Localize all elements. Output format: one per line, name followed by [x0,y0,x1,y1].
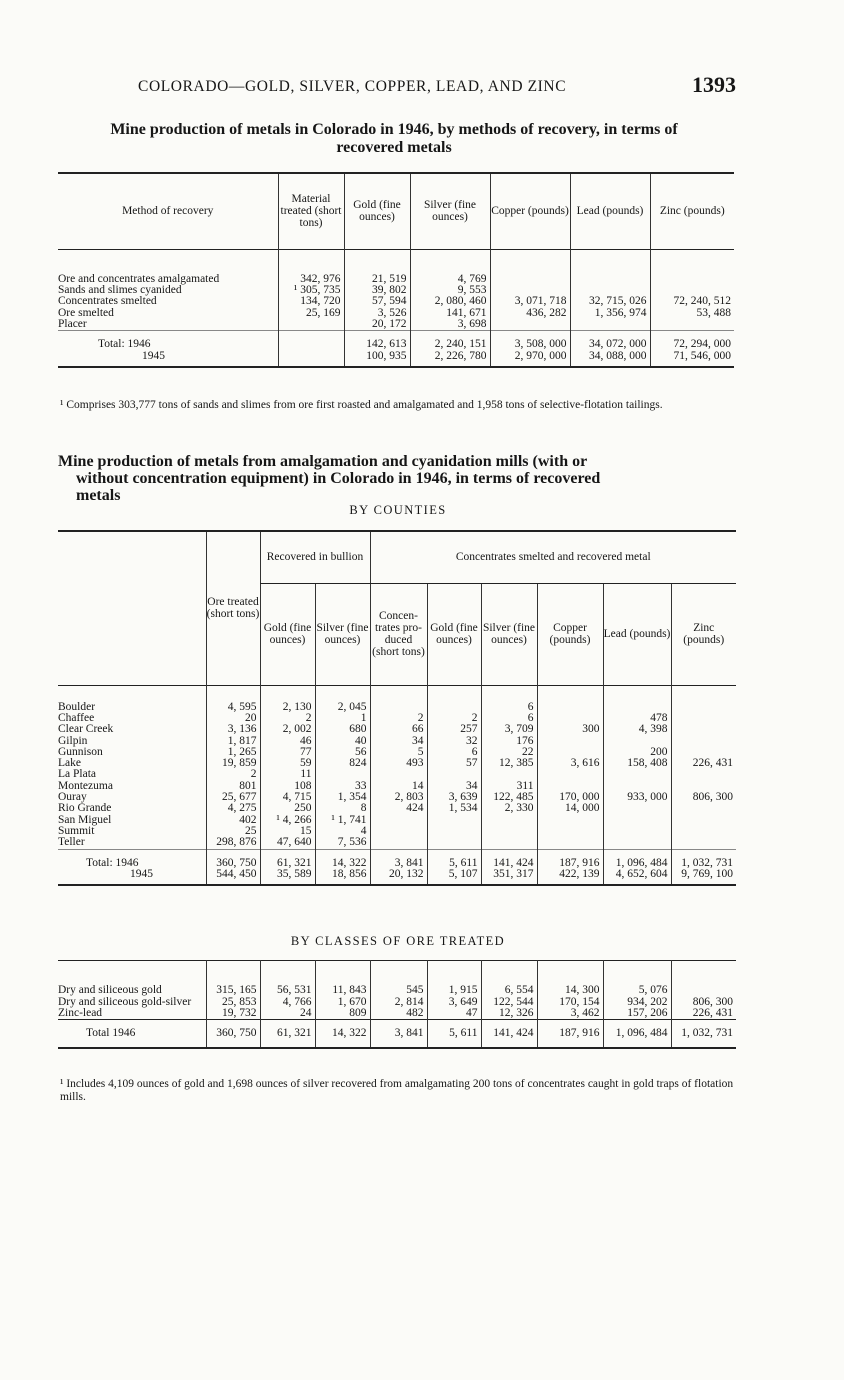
table-cell: 142, 613 [344,331,410,351]
table-cell: 4, 595 [206,685,260,713]
county-row [58,837,736,849]
table-cell: 35, 589 [260,869,315,885]
table-cell [490,319,570,331]
class-total-1946 [58,1020,736,1048]
table-cell: 134, 720 [278,296,344,307]
table-cell: 3, 639 [427,792,481,803]
table-cell: 22 [481,747,537,758]
county-row [58,769,736,780]
table-cell [370,837,427,849]
table-cell: 493 [370,758,427,769]
table-cell [537,826,603,837]
t1-col-zinc: Zinc (pounds) [650,173,734,249]
table-cell [537,685,603,713]
table-cell: 1 [315,713,370,724]
table-cell: 141, 424 [481,1020,537,1048]
table-cell: 8 [315,803,370,814]
table-cell: 3, 698 [410,319,490,331]
table-cell: 53, 488 [650,308,734,319]
table-cell: 141, 671 [410,308,490,319]
table2-title [58,453,738,504]
table-cell: 57 [427,758,481,769]
row-label: Gunnison [58,745,103,758]
county-row [58,803,736,814]
row-label: San Miguel [58,813,112,826]
table-cell [278,319,344,331]
row-label: Sands and slimes cyanided [58,284,182,296]
table-cell: 47, 640 [260,837,315,849]
table-cell: 1, 096, 484 [603,849,671,869]
t2-group-bullion: Recovered in bullion [260,531,370,583]
t2-total-1946 [58,849,736,869]
table-cell [570,249,650,285]
t1-row [58,296,734,307]
class-row [58,961,736,997]
table-cell [278,351,344,367]
table-cell: 122, 485 [481,792,537,803]
table-cell: 12, 385 [481,758,537,769]
row-label: Dry and siliceous gold [58,984,162,997]
table-cell: 4, 275 [206,803,260,814]
table2-footnote: ¹ Includes 4,109 ounces of gold and 1,698 ounces of silver recovered from amalgamating 200 tons of concentrates caught in gold traps of flotation mills. [60,1078,734,1103]
table-cell [650,249,734,285]
table-cell [603,685,671,713]
table-cell: 1, 817 [206,736,260,747]
t2-col-copper: Copper (pounds) [537,583,603,685]
table-cell: 21, 519 [344,249,410,285]
table-cell: 33 [315,781,370,792]
table-cell: 2 [206,769,260,780]
table-cell: 2 [260,713,315,724]
page-number: 1393 [692,72,736,97]
t2-col-concentrates: Concen- trates pro- duced (short tons) [370,583,427,685]
t1-col-silver: Silver (fine ounces) [410,173,490,249]
table-cell [427,685,481,713]
table-cell: 1, 356, 974 [570,308,650,319]
table-cell: 61, 321 [260,1020,315,1048]
table-cell [370,815,427,826]
table-cell: 34, 072, 000 [570,331,650,351]
county-row [58,685,736,713]
table-cell [481,837,537,849]
table-cell: 32 [427,736,481,747]
t1-col-copper: Copper (pounds) [490,173,570,249]
t2-col-bullion-gold: Gold (fine ounces) [260,583,315,685]
table-cell: 6, 554 [481,961,537,997]
table-cell: 1, 915 [427,961,481,997]
t2-col-conc-gold: Gold (fine ounces) [427,583,481,685]
table-cell: 544, 450 [206,869,260,885]
table-cell: 1, 670 [315,997,370,1008]
table-cell: 15 [260,826,315,837]
table-cell: 226, 431 [671,1008,736,1020]
table-cell: 933, 000 [603,792,671,803]
table-cell: 77 [260,747,315,758]
table-cell [570,319,650,331]
table-cell: 1, 265 [206,747,260,758]
table-cell: 4, 398 [603,724,671,735]
table-cell: 3, 841 [370,849,427,869]
table-cell: 298, 876 [206,837,260,849]
table-cell: 39, 802 [344,285,410,296]
table-cell: 25, 677 [206,792,260,803]
table-cell: 1, 534 [427,803,481,814]
table-cell: 2, 970, 000 [490,351,570,367]
table-cell: ¹ 305, 735 [278,285,344,296]
table-cell [650,319,734,331]
t2-col-bullion-silver: Silver (fine ounces) [315,583,370,685]
table-cell: 122, 544 [481,997,537,1008]
table-cell: 3, 709 [481,724,537,735]
table-cell: 806, 300 [671,792,736,803]
table-cell: 20, 132 [370,869,427,885]
table-cell: 34, 088, 000 [570,351,650,367]
t2-col-ore: Ore treated (short tons) [206,531,260,685]
t1-col-method: Method of recovery [122,205,214,218]
table-cell: ¹ 4, 266 [260,815,315,826]
table-cell [278,331,344,351]
table-cell: 2, 803 [370,792,427,803]
table-cell: 360, 750 [206,849,260,869]
table-cell [490,249,570,285]
table-cell: 11 [260,769,315,780]
table-cell: 1, 032, 731 [671,849,736,869]
table-cell: 200 [603,747,671,758]
subtitle-by-classes: BY CLASSES OF ORE TREATED [290,934,506,948]
table-cell: 6 [427,747,481,758]
row-label: Total: 1946 [98,338,151,351]
table2-by-classes [58,960,736,1049]
table-cell: 545 [370,961,427,997]
table-cell [370,685,427,713]
table-cell: 7, 536 [315,837,370,849]
table-cell: 20, 172 [344,319,410,331]
table-cell: 6 [481,713,537,724]
county-row [58,815,736,826]
row-label: Total 1946 [86,1026,136,1039]
table-cell: 141, 424 [481,849,537,869]
table-cell: 100, 935 [344,351,410,367]
t1-row [58,319,734,331]
table-cell: 436, 282 [490,308,570,319]
table-cell: 422, 139 [537,869,603,885]
table-cell: 170, 154 [537,997,603,1008]
table2-by-counties [58,530,736,886]
table-cell: 351, 317 [481,869,537,885]
row-label: Concentrates smelted [58,295,157,308]
table-cell: 402 [206,815,260,826]
table-cell: 3, 616 [537,758,603,769]
table-cell: 5, 611 [427,849,481,869]
t2-col-lead: Lead (pounds) [603,583,671,685]
table-cell: 25 [206,826,260,837]
t1-total-1945 [58,351,734,367]
table-cell: 6 [481,685,537,713]
county-row [58,826,736,837]
page-header [60,72,736,104]
table-cell [671,815,736,826]
table-cell: 2, 002 [260,724,315,735]
table-cell [671,724,736,735]
table-cell: 3, 462 [537,1008,603,1020]
table-cell: 424 [370,803,427,814]
table2-title-line1: Mine production of metals from amalgamation and cyanidation mills (with or [58,453,588,470]
table-cell: 66 [370,724,427,735]
table-cell [603,803,671,814]
table-cell: 5, 107 [427,869,481,885]
row-label: Ouray [58,791,87,804]
row-label: Placer [58,317,87,330]
table-cell: 108 [260,781,315,792]
table-cell: 19, 732 [206,1008,260,1020]
table-cell [481,815,537,826]
table-cell: 809 [315,1008,370,1020]
county-row [58,792,736,803]
table-cell: 5, 076 [603,961,671,997]
t1-col-lead: Lead (pounds) [570,173,650,249]
table-cell: 71, 546, 000 [650,351,734,367]
table-cell: 1, 096, 484 [603,1020,671,1048]
table-cell: 4, 652, 604 [603,869,671,885]
table-cell: 2, 240, 151 [410,331,490,351]
class-row [58,1008,736,1020]
table-cell: 57, 594 [344,296,410,307]
table-cell: 157, 206 [603,1008,671,1020]
table-cell: 3, 841 [370,1020,427,1048]
table-cell [427,826,481,837]
row-label: 1945 [142,349,165,362]
row-label: Dry and siliceous gold-silver [58,995,192,1008]
table1-footnote: ¹ Comprises 303,777 tons of sands and slimes from ore first roasted and amalgamated and 1,958 tons of selective-flotation tailings. [60,399,663,411]
row-label: La Plata [58,768,96,781]
table-cell: 3, 649 [427,997,481,1008]
table-cell: 801 [206,781,260,792]
table-cell: 176 [481,736,537,747]
table-cell: 4, 715 [260,792,315,803]
table-cell: 25, 853 [206,997,260,1008]
table-cell [603,826,671,837]
table-cell: 1, 354 [315,792,370,803]
table-cell: 2, 045 [315,685,370,713]
row-label: Summit [58,824,95,837]
table-cell: 170, 000 [537,792,603,803]
table-cell: 824 [315,758,370,769]
table-cell: 187, 916 [537,849,603,869]
table-cell [427,815,481,826]
table-cell: 158, 408 [603,758,671,769]
county-row [58,724,736,735]
table-cell [671,736,736,747]
table-cell: 14, 000 [537,803,603,814]
row-label: Ore smelted [58,306,114,319]
table-cell [537,837,603,849]
table-cell: 806, 300 [671,997,736,1008]
table-cell [671,713,736,724]
table-cell: 34 [427,781,481,792]
table-cell [603,837,671,849]
t2-col-zinc: Zinc (pounds) [671,583,736,685]
t1-col-material: Material treated (short tons) [278,173,344,249]
table-cell: 40 [315,736,370,747]
table-cell: 14, 322 [315,1020,370,1048]
table-cell: 14, 322 [315,849,370,869]
running-title: COLORADO—GOLD, SILVER, COPPER, LEAD, AND ZINC [138,78,567,95]
table-cell: 257 [427,724,481,735]
table-cell: 47 [427,1008,481,1020]
table-cell: 56 [315,747,370,758]
table-cell: 315, 165 [206,961,260,997]
table-cell: 4, 766 [260,997,315,1008]
table-cell [427,837,481,849]
table-cell: 32, 715, 026 [570,296,650,307]
table1-title-line2: recovered metals [336,139,452,156]
row-label: Clear Creek [58,723,114,736]
row-label: Gilpin [58,734,88,747]
row-label: 1945 [130,868,153,881]
table-cell [671,769,736,780]
table-cell: 1, 032, 731 [671,1020,736,1048]
table-cell: 12, 326 [481,1008,537,1020]
t1-col-gold: Gold (fine ounces) [344,173,410,249]
table-cell: 2, 226, 780 [410,351,490,367]
table1-title-line1: Mine production of metals in Colorado in 1946, by methods of recovery, in terms of [110,121,678,138]
t2-col-conc-silver: Silver (fine ounces) [481,583,537,685]
table-cell: 46 [260,736,315,747]
subtitle-by-counties: BY COUNTIES [349,503,447,517]
table-cell [603,769,671,780]
table-cell: 300 [537,724,603,735]
table-cell: 2, 080, 460 [410,296,490,307]
table-cell: 9, 553 [410,285,490,296]
table-cell: 342, 976 [278,249,344,285]
t2-total-1945 [58,869,736,885]
table-cell: 5 [370,747,427,758]
table-cell: 3, 526 [344,308,410,319]
table-cell: 3, 136 [206,724,260,735]
table-cell: 250 [260,803,315,814]
table-cell [370,826,427,837]
table-cell: 360, 750 [206,1020,260,1048]
table-cell [671,961,736,997]
table1-title [52,121,736,157]
table-cell: 482 [370,1008,427,1020]
table-cell: 2, 330 [481,803,537,814]
t1-total-1946 [58,331,734,351]
row-label: Ore and concentrates amalgamated [58,272,220,285]
row-label: Rio Grande [58,802,112,815]
table-cell [671,826,736,837]
table-cell: ¹ 1, 741 [315,815,370,826]
table-cell: 9, 769, 100 [671,869,736,885]
table-cell: 20 [206,713,260,724]
row-label: Montezuma [58,779,113,792]
table-cell [537,769,603,780]
table-cell: 2 [427,713,481,724]
table1-methods-of-recovery [58,172,734,368]
table-cell: 680 [315,724,370,735]
row-label: Teller [58,836,85,849]
row-label: Boulder [58,700,96,713]
table-cell: 19, 859 [206,758,260,769]
table-cell [537,736,603,747]
table-cell: 24 [260,1008,315,1020]
row-label: Chaffee [58,712,95,724]
table-cell: 56, 531 [260,961,315,997]
table2-title-line2: without concentration equipment) in Colorado in 1946, in terms of recovered [76,470,601,487]
table-cell: 14 [370,781,427,792]
table-cell: 34 [370,736,427,747]
table-cell: 72, 240, 512 [650,296,734,307]
table-cell: 72, 294, 000 [650,331,734,351]
table-cell: 14, 300 [537,961,603,997]
t1-row [58,249,734,285]
table-cell: 61, 321 [260,849,315,869]
table-cell: 18, 856 [315,869,370,885]
table-cell: 4, 769 [410,249,490,285]
table-cell [671,685,736,713]
table-cell: 187, 916 [537,1020,603,1048]
table-cell [603,815,671,826]
table-cell: 934, 202 [603,997,671,1008]
table-cell: 2, 130 [260,685,315,713]
table-cell: 59 [260,758,315,769]
table-cell: 226, 431 [671,758,736,769]
table-cell: 4 [315,826,370,837]
row-label: Lake [58,757,81,770]
table-cell [537,815,603,826]
table-cell: 311 [481,781,537,792]
table-cell: 2 [370,713,427,724]
county-row [58,758,736,769]
table-cell: 2, 814 [370,997,427,1008]
table-cell [481,826,537,837]
row-label: Total: 1946 [86,856,139,869]
table-cell [671,803,736,814]
table-cell: 3, 508, 000 [490,331,570,351]
county-row [58,736,736,747]
table-cell: 5, 611 [427,1020,481,1048]
table-cell: 25, 169 [278,308,344,319]
county-row [58,713,736,724]
table-cell: 3, 071, 718 [490,296,570,307]
table2-title-line3: metals [76,487,121,504]
table-cell: 478 [603,713,671,724]
table-cell: 11, 843 [315,961,370,997]
t2-group-concentrates: Concentrates smelted and recovered metal [370,531,736,583]
table-cell [671,837,736,849]
row-label: Zinc-lead [58,1006,103,1019]
